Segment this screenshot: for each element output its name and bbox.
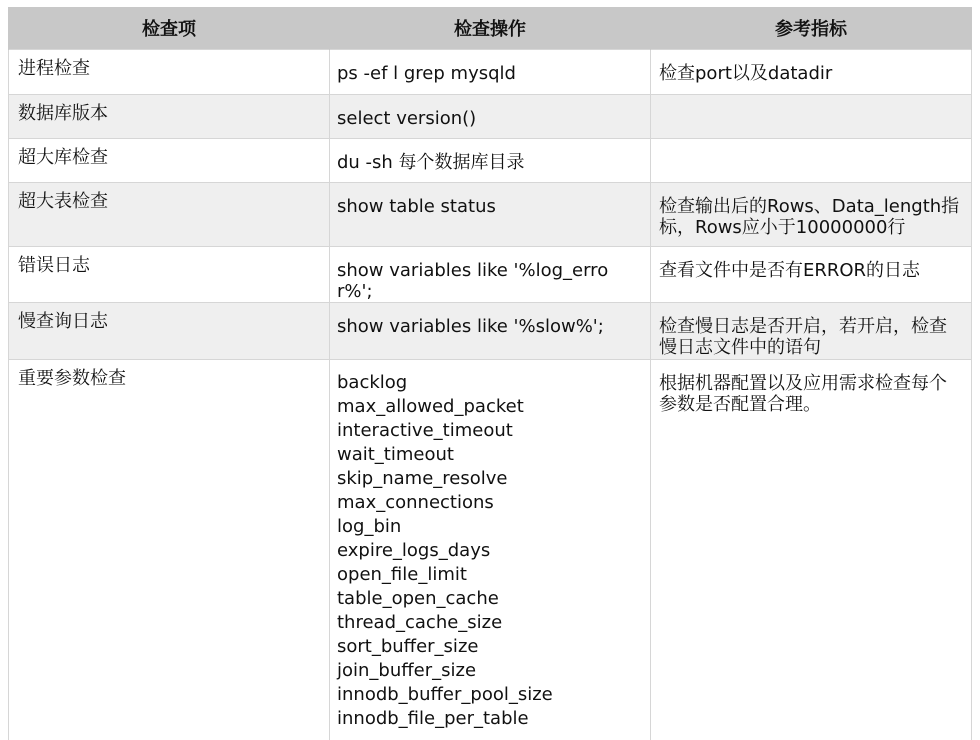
reference-text: 检查port以及datadir xyxy=(659,63,833,84)
cell-item xyxy=(9,360,330,740)
cell-item xyxy=(9,139,330,183)
parameter-item: interactive_timeout xyxy=(337,420,513,441)
reference-text: 查看文件中是否有ERROR的日志 xyxy=(659,260,921,281)
table-row xyxy=(9,50,972,95)
cell-item xyxy=(9,95,330,139)
reference-text xyxy=(651,95,971,108)
parameter-item: innodb_buffer_pool_size xyxy=(337,684,553,705)
parameter-item: log_bin xyxy=(337,516,402,537)
operation-text: du -sh 每个数据库目录 xyxy=(337,152,525,173)
cell-reference xyxy=(651,95,972,139)
header-check-item: 检查项 xyxy=(9,7,330,50)
parameter-item: join_buffer_size xyxy=(337,660,477,681)
parameter-item: thread_cache_size xyxy=(337,612,503,633)
header-reference-metric: 参考指标 xyxy=(651,7,972,50)
cell-item xyxy=(9,247,330,303)
reference-text: 检查输出后的Rows、Data_length指标，Rows应小于10000000行 xyxy=(659,196,960,238)
item-text: 错误日志 xyxy=(18,255,90,276)
cell-reference xyxy=(651,139,972,183)
item-text: 超大表检查 xyxy=(18,191,108,212)
cell-operation xyxy=(330,50,651,95)
cell-item xyxy=(9,303,330,360)
cell-reference xyxy=(651,50,972,95)
reference-text: 检查慢日志是否开启，若开启，检查慢日志文件中的语句 xyxy=(659,316,947,358)
reference-text xyxy=(651,139,971,152)
table-header-row xyxy=(9,7,972,50)
document-page xyxy=(8,7,971,740)
table-row xyxy=(9,303,972,360)
cell-reference xyxy=(651,183,972,247)
header-check-operation: 检查操作 xyxy=(330,7,651,50)
parameter-item: table_open_cache xyxy=(337,588,499,609)
table-row xyxy=(9,139,972,183)
parameter-item: backlog xyxy=(337,372,408,393)
operation-text: show table status xyxy=(337,196,496,217)
cell-item xyxy=(9,50,330,95)
cell-item xyxy=(9,183,330,247)
cell-operation xyxy=(330,183,651,247)
operation-text: show variables like '%slow%'; xyxy=(337,316,604,337)
cell-reference xyxy=(651,360,972,740)
item-text: 数据库版本 xyxy=(18,103,108,124)
cell-operation xyxy=(330,360,651,740)
parameter-item: open_file_limit xyxy=(337,564,467,585)
cell-operation xyxy=(330,303,651,360)
mysql-check-table xyxy=(8,7,972,740)
item-text: 超大库检查 xyxy=(18,147,108,168)
operation-text: show variables like '%log_error%'; xyxy=(337,260,609,302)
item-text: 重要参数检查 xyxy=(18,368,126,389)
cell-operation xyxy=(330,139,651,183)
parameter-item: expire_logs_days xyxy=(337,540,491,561)
table-row xyxy=(9,183,972,247)
cell-reference xyxy=(651,303,972,360)
item-text: 慢查询日志 xyxy=(18,311,108,332)
parameter-item: skip_name_resolve xyxy=(337,468,508,489)
table-row xyxy=(9,360,972,740)
table-row xyxy=(9,247,972,303)
parameter-list xyxy=(330,360,650,731)
parameter-item: innodb_file_per_table xyxy=(337,708,529,729)
cell-reference xyxy=(651,247,972,303)
operation-text: ps -ef l grep mysqld xyxy=(337,63,516,84)
cell-operation xyxy=(330,95,651,139)
cell-operation xyxy=(330,247,651,303)
parameter-item: max_allowed_packet xyxy=(337,396,524,417)
reference-text: 根据机器配置以及应用需求检查每个参数是否配置合理。 xyxy=(659,373,947,415)
parameter-item: max_connections xyxy=(337,492,494,513)
table-row xyxy=(9,95,972,139)
parameter-item: sort_buffer_size xyxy=(337,636,479,657)
parameter-item: wait_timeout xyxy=(337,444,454,465)
item-text: 进程检查 xyxy=(18,58,90,79)
operation-text: select version() xyxy=(337,108,477,129)
